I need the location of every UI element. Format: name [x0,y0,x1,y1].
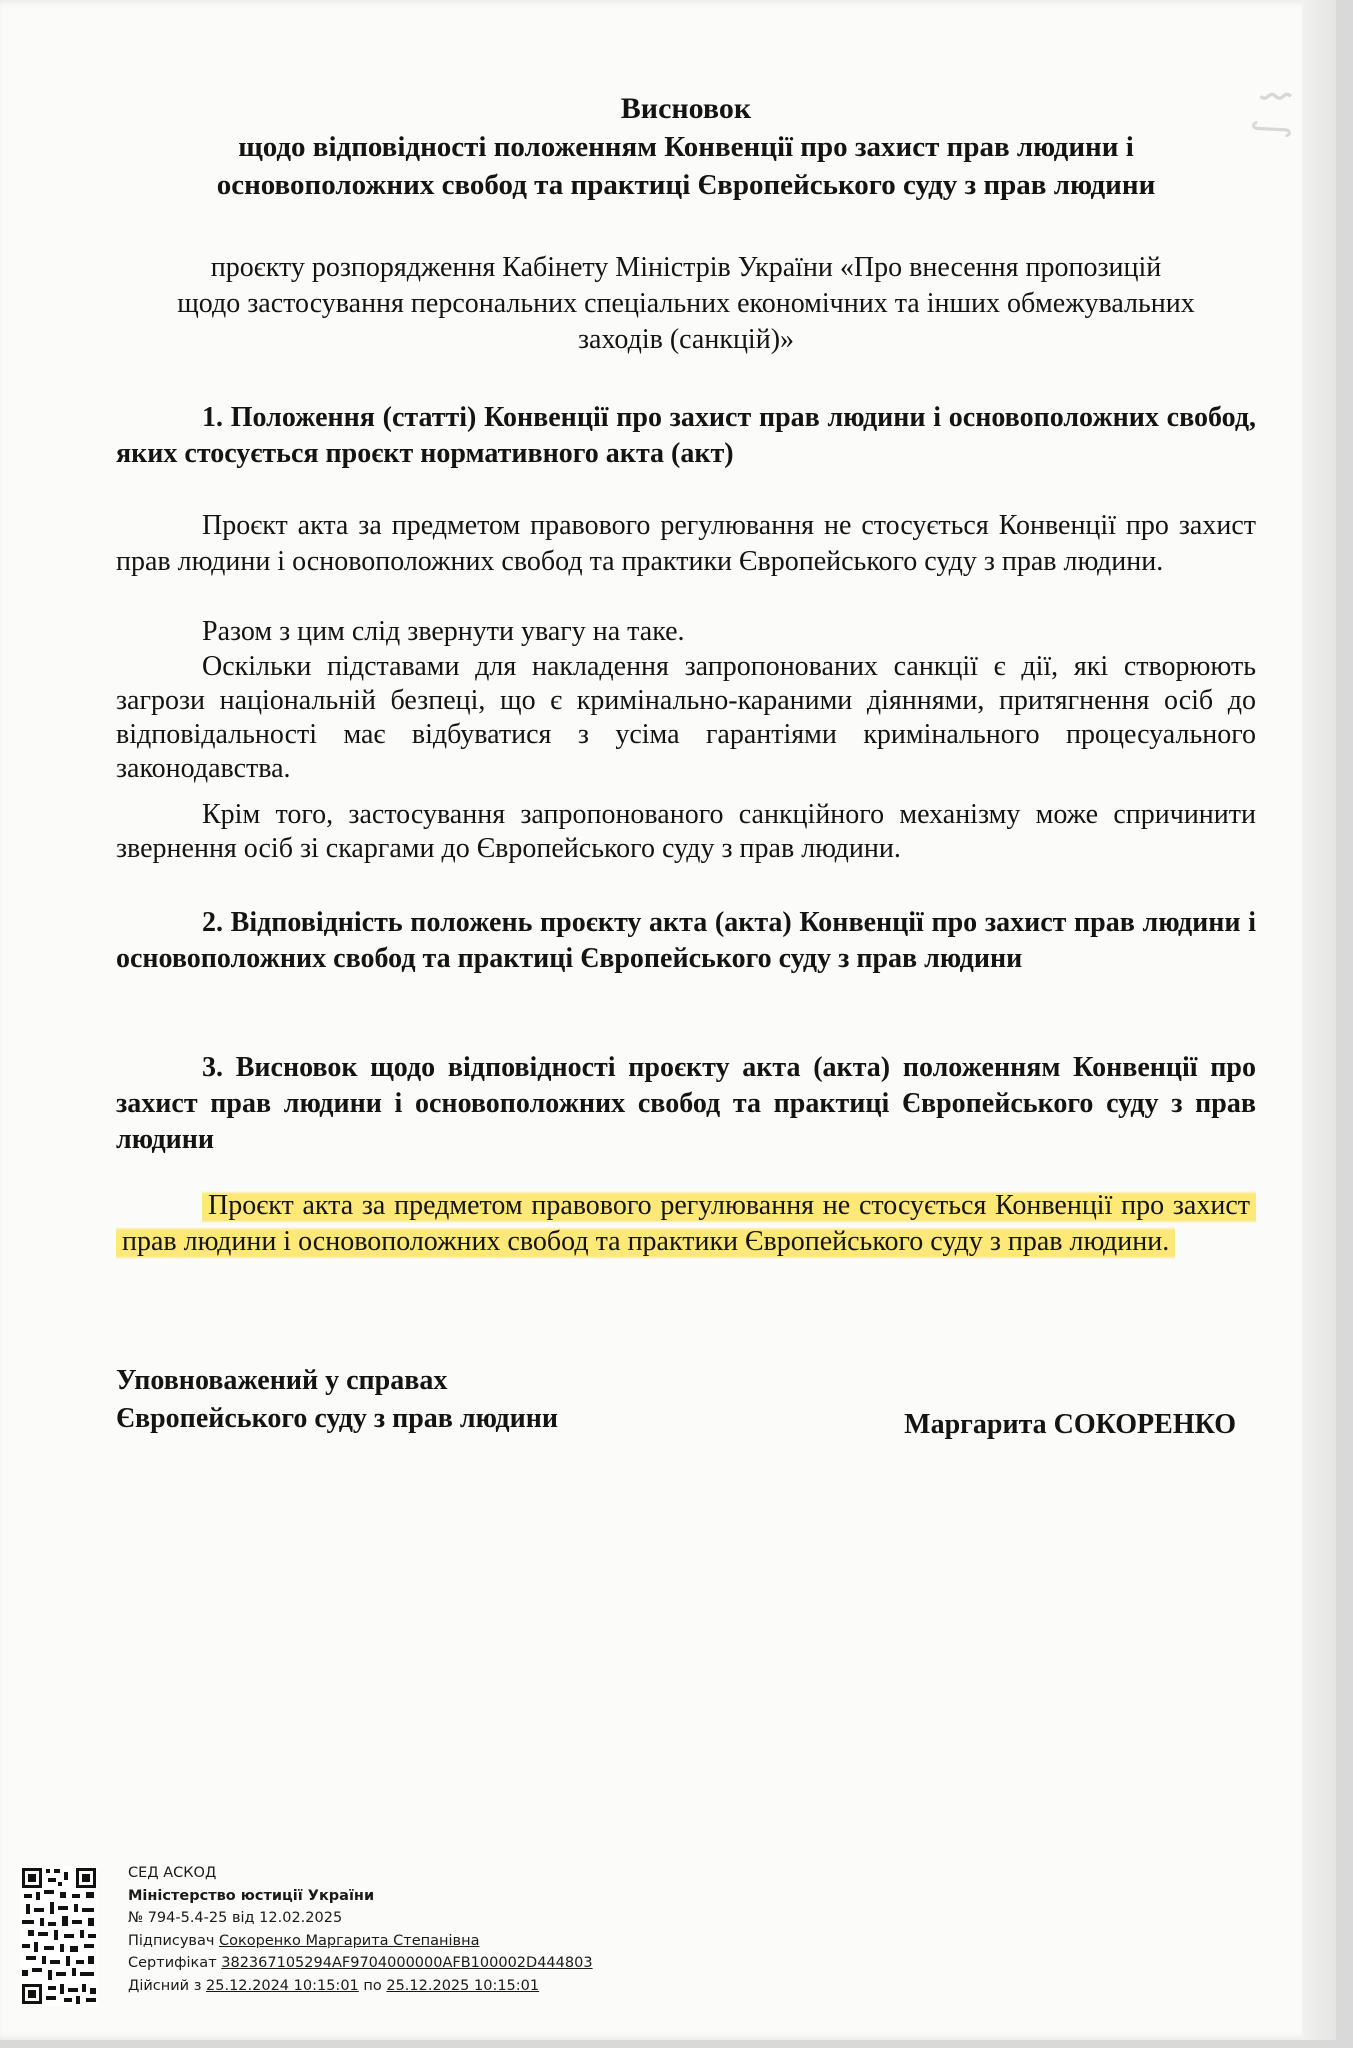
position-line2: Європейського суду з прав людини [116,1403,558,1434]
section3-heading: 3. Висновок щодо відповідності проєкту акта (акта) положенням Конвенції про захист прав людини і основоположних свобод та практиці Європейського суду з прав людини [116,1052,1256,1155]
page-edge-shadow [1302,0,1336,2040]
stamp-signer-name: Сокоренко Маргарита Степанівна [219,1932,480,1949]
highlighted-conclusion: Проєкт акта за предметом правового регулювання не стосується Конвенції про захист прав людини і основоположних свобод та практики Європейського суду з прав людини. [116,1188,1256,1259]
project-description [116,250,1256,358]
stamp-reg-number: № 794-5.4-25 від 12.02.2025 [128,1910,343,1926]
signatory-name: Маргарита СОКОРЕНКО [904,1409,1236,1440]
stamp-valid-to: 25.12.2025 10:15:01 [386,1977,540,1994]
electronic-signature-stamp [20,1862,720,2012]
document-subtitle-line1: щодо відповідності положенням Конвенції про захист прав людини і [238,131,1134,163]
title-block [116,90,1256,204]
project-line3: заходів (санкцій)» [577,324,795,355]
stamp-signer-label: Підписувач [128,1932,215,1949]
stamp-cert-row [128,1952,593,1975]
position-line1: Уповноважений у справах [116,1365,448,1396]
document-title: Висновок [620,92,752,125]
stamp-signer-row [128,1930,593,1953]
stamp-system: СЕД АСКОД [128,1865,217,1881]
stamp-valid-from: 25.12.2024 10:15:01 [206,1977,359,1994]
section1-paragraph3: Оскільки підставами для накладення запропонованих санкції є дії, які створюють загрози національній безпеці, що є кримінально-караними діяннями, притягнення осіб до відповідальності має відбуватися з усіма гарантіями кримінального процесуального законодавства. [116,651,1256,784]
project-line2: щодо застосування персональних спеціальних економічних та інших обмежувальних [177,288,1195,319]
signatory-position [116,1362,558,1438]
margin-handwriting: ⌇ ∫ [1250,86,1297,140]
stamp-details [128,1862,593,1997]
section2-heading: 2. Відповідність положень проєкту акта (акта) Конвенції про захист прав людини і основоположних свобод та практиці Європейського суду з прав людини [116,907,1256,974]
conclusion-paragraph [116,1188,1256,1260]
qr-code-icon [20,1866,98,2006]
stamp-cert-label: Сертифікат [128,1955,217,1971]
stamp-organization: Міністерство юстиції України [128,1887,375,1904]
stamp-validity-row [128,1975,593,1998]
project-line1: проєкту розпорядження Кабінету Міністрів України «Про внесення пропозицій [210,252,1162,283]
section1-paragraph4: Крім того, застосування запропонованого санкційного механізму може спричинити звернення осіб зі скаргами до Європейського суду з прав людини. [116,799,1256,864]
section1-paragraph1: Проєкт акта за предметом правового регулювання не стосується Конвенції про захист прав людини і основоположних свобод та практики Європейського суду з прав людини. [116,510,1256,577]
stamp-valid-to-label: по [363,1977,382,1994]
stamp-valid-from-label: Дійсний з [128,1977,202,1994]
document-subtitle-line2: основоположних свобод та практиці Європейського суду з прав людини [216,169,1156,201]
section1-paragraph2: Разом з цим слід звернути увагу на таке. [202,616,685,647]
section1-heading: 1. Положення (статті) Конвенції про захист прав людини і основоположних свобод, яких стосується проєкт нормативного акта (акт) [116,402,1256,469]
stamp-cert-number: 382367105294AF9704000000AFB100002D444803 [221,1955,593,1971]
